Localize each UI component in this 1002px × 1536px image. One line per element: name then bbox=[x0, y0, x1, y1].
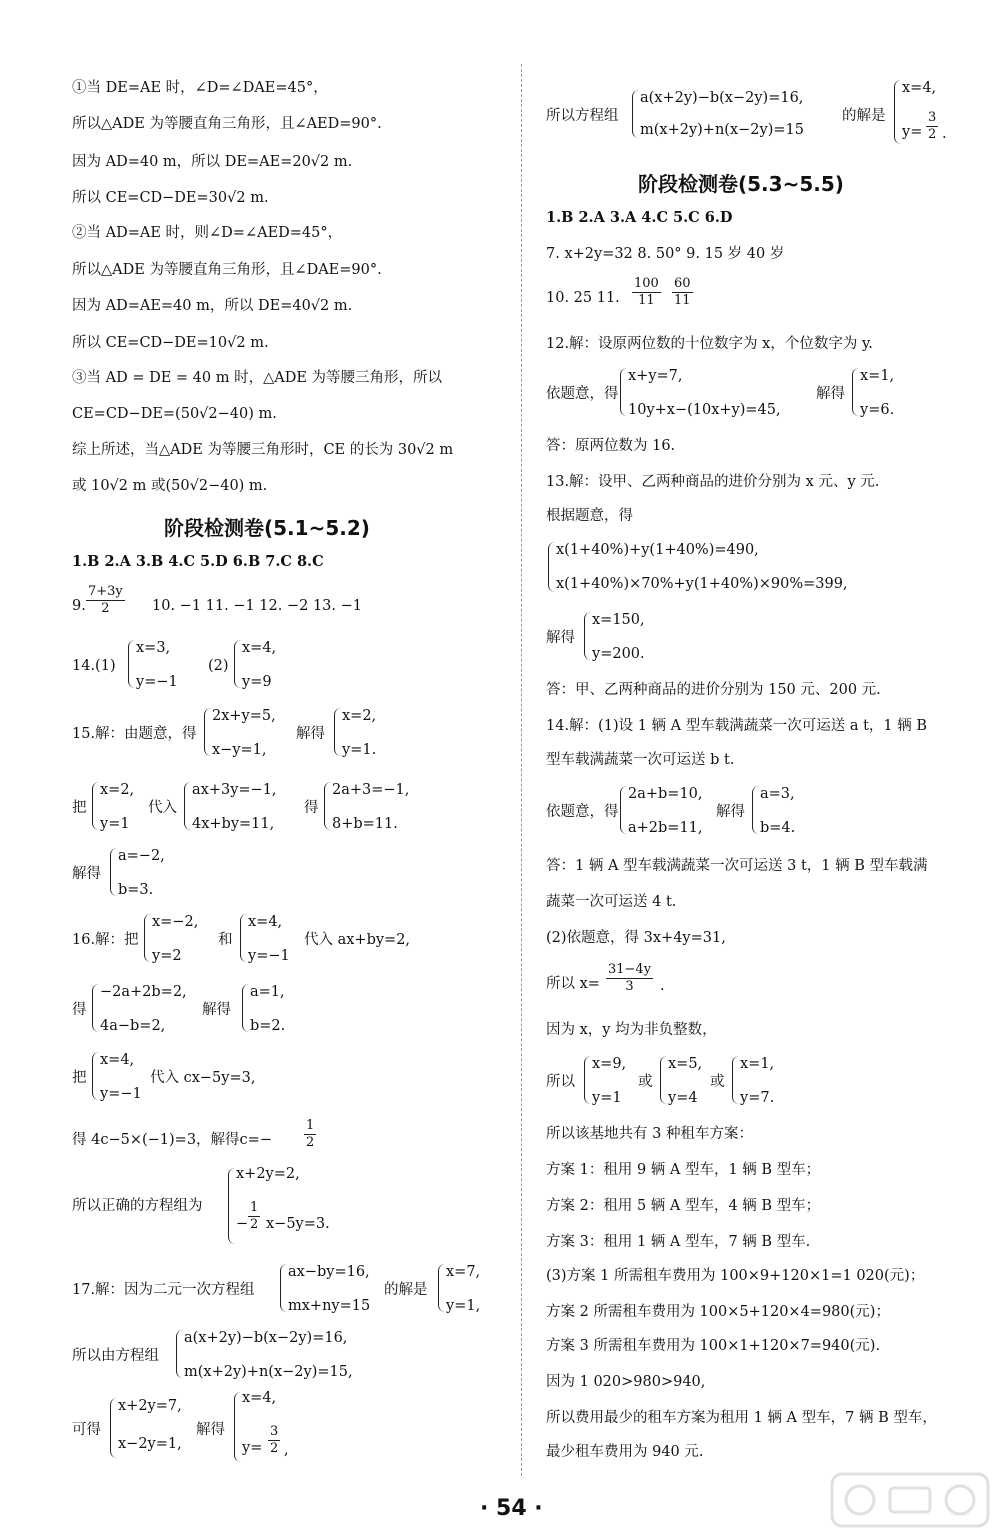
equation: . bbox=[942, 126, 947, 142]
brace bbox=[92, 782, 99, 830]
brace bbox=[92, 984, 99, 1032]
text-line: 方案 3 所需租车费用为 100×1+120×7=940(元). bbox=[546, 1338, 881, 1354]
text-line: 得 bbox=[72, 1002, 87, 1018]
equation: x=4, bbox=[902, 80, 937, 96]
answer-line: 1.B 2.A 3.B 4.C 5.D 6.B 7.C 8.C bbox=[72, 553, 324, 570]
equation: a=3, bbox=[760, 786, 795, 802]
brace bbox=[620, 786, 627, 834]
brace bbox=[92, 1052, 99, 1100]
equation: x−y=1, bbox=[212, 742, 267, 758]
text-line: 15.解：由题意，得 bbox=[72, 726, 197, 742]
text-line: 所以方程组 bbox=[546, 108, 619, 124]
brace bbox=[894, 80, 901, 144]
equation: y=6. bbox=[860, 402, 895, 418]
equation: y=7. bbox=[740, 1090, 775, 1106]
equation: y=9 bbox=[242, 674, 272, 690]
equation: y=1 bbox=[100, 816, 130, 832]
text-line: 所以 CE=CD−DE=30√2 m. bbox=[72, 190, 269, 206]
text-line: 方案 1：租用 9 辆 A 型车，1 辆 B 型车； bbox=[546, 1162, 821, 1178]
equation: mx+ny=15 bbox=[288, 1298, 371, 1314]
fraction: $\frac{31-4y}{3}$ bbox=[608, 962, 652, 994]
brace bbox=[234, 640, 241, 688]
text-line: 把 bbox=[72, 1070, 87, 1086]
text-line: (2)依题意，得 3x+4y=31, bbox=[546, 930, 726, 946]
brace bbox=[752, 786, 759, 834]
text-line: 所以该基地共有 3 种租车方案： bbox=[546, 1126, 753, 1142]
equation: x(1+40%)×70%+y(1+40%)×90%=399, bbox=[556, 576, 848, 592]
equation: 4x+by=11, bbox=[192, 816, 275, 832]
fraction: $\frac{7+3y}{2}$ bbox=[88, 584, 123, 616]
brace bbox=[632, 90, 639, 138]
equation: 2x+y=5, bbox=[212, 708, 276, 724]
brace bbox=[438, 1264, 445, 1312]
section-heading: 阶段检测卷(5.3~5.5) bbox=[638, 172, 844, 196]
equation: y=1, bbox=[446, 1298, 481, 1314]
fraction: $\frac{3}{2}$ bbox=[270, 1424, 279, 1456]
brace bbox=[240, 914, 247, 962]
equation: x=1, bbox=[860, 368, 895, 384]
fraction: $\frac{1}{2}$ bbox=[306, 1118, 315, 1150]
text-line: 所以由方程组 bbox=[72, 1348, 159, 1364]
text-line: 方案 2 所需租车费用为 100×5+120×4=980(元)； bbox=[546, 1304, 890, 1320]
equation: a(x+2y)−b(x−2y)=16, bbox=[184, 1330, 348, 1346]
text-line: 代入 bbox=[148, 800, 177, 816]
equation: x+2y=7, bbox=[118, 1398, 182, 1414]
text-line: 所以 CE=CD−DE=10√2 m. bbox=[72, 335, 269, 351]
text-line: 方案 3：租用 1 辆 A 型车，7 辆 B 型车. bbox=[546, 1234, 811, 1250]
text-line: 或 bbox=[638, 1074, 653, 1090]
equation: x=−2, bbox=[152, 914, 199, 930]
text-line: 解得 bbox=[716, 804, 745, 820]
equation: x=7, bbox=[446, 1264, 481, 1280]
text-line: (2) bbox=[208, 658, 229, 674]
equation: x=1, bbox=[740, 1056, 775, 1072]
text-line: 答：1 辆 A 型车载满蔬菜一次可运送 3 t，1 辆 B 型车载满 bbox=[546, 858, 928, 874]
text-line: ③当 AD = DE = 40 m 时，△ADE 为等腰三角形，所以 bbox=[72, 370, 443, 386]
equation: 2a+b=10, bbox=[628, 786, 703, 802]
equation: 2a+3=−1, bbox=[332, 782, 410, 798]
brace bbox=[334, 708, 341, 756]
equation: m(x+2y)+n(x−2y)=15, bbox=[184, 1364, 353, 1380]
equation: x=9, bbox=[592, 1056, 627, 1072]
text-line: 9. bbox=[72, 598, 86, 614]
brace bbox=[548, 542, 555, 592]
equation: ax+3y=−1, bbox=[192, 782, 277, 798]
brace bbox=[280, 1264, 287, 1312]
brace bbox=[144, 914, 151, 962]
equation: x=2, bbox=[342, 708, 377, 724]
text-line: ②当 AD=AE 时，则∠D=∠AED=45°， bbox=[72, 225, 343, 241]
text-line: 代入 ax+by=2, bbox=[304, 932, 411, 948]
equation: x=4, bbox=[100, 1052, 135, 1068]
equation: x=3, bbox=[136, 640, 171, 656]
text-line: 综上所述，当△ADE 为等腰三角形时，CE 的长为 30√2 m bbox=[72, 442, 454, 458]
equation: y=−1 bbox=[248, 948, 290, 964]
equation: , bbox=[284, 1442, 289, 1458]
answer-line: 10. 25 11. bbox=[546, 290, 620, 306]
text-line: 把 bbox=[72, 800, 87, 816]
text-line: 所以△ADE 为等腰直角三角形，且∠AED=90°. bbox=[72, 116, 382, 132]
equation: y=−1 bbox=[100, 1086, 142, 1102]
equation: a=1, bbox=[250, 984, 285, 1000]
equation: x(1+40%)+y(1+40%)=490, bbox=[556, 542, 759, 558]
equation: x=4, bbox=[242, 1390, 277, 1406]
text-line: 蔬菜一次可运送 4 t. bbox=[546, 894, 677, 910]
text-line: 10. −1 11. −1 12. −2 13. −1 bbox=[152, 598, 363, 614]
fraction: $\frac{3}{2}$ bbox=[928, 110, 937, 142]
brace bbox=[110, 848, 117, 896]
text-line: 型车载满蔬菜一次可运送 b t. bbox=[546, 752, 735, 768]
section-heading: 阶段检测卷(5.1~5.2) bbox=[164, 516, 370, 540]
brace bbox=[324, 782, 331, 830]
text-line: 14.解：(1)设 1 辆 A 型车载满蔬菜一次可运送 a t，1 辆 B bbox=[546, 718, 928, 734]
text-line: 或 10√2 m 或(50√2−40) m. bbox=[72, 478, 268, 494]
text-line: 14.(1) bbox=[72, 658, 116, 674]
equation: −2a+2b=2, bbox=[100, 984, 187, 1000]
text-line: 方案 2：租用 5 辆 A 型车，4 辆 B 型车； bbox=[546, 1198, 821, 1214]
text-line: (3)方案 1 所需租车费用为 100×9+120×1=1 020(元)； bbox=[546, 1268, 925, 1284]
equation: ax−by=16, bbox=[288, 1264, 370, 1280]
brace bbox=[204, 708, 211, 756]
equation: x−5y=3. bbox=[266, 1216, 330, 1232]
brace bbox=[184, 782, 191, 830]
watermark-logo bbox=[830, 1470, 990, 1530]
page-number: · 54 · bbox=[480, 1496, 543, 1521]
text-line: 17.解：因为二元一次方程组 bbox=[72, 1282, 255, 1298]
equation: b=4. bbox=[760, 820, 796, 836]
text-line: 或 bbox=[710, 1074, 725, 1090]
text-line: 因为 AD=40 m，所以 DE=AE=20√2 m. bbox=[72, 154, 353, 170]
text-line: 解得 bbox=[296, 726, 325, 742]
brace bbox=[128, 640, 135, 688]
text-line: . bbox=[660, 978, 665, 994]
text-line: 所以正确的方程组为 bbox=[72, 1198, 203, 1214]
text-line: 12.解：设原两位数的十位数字为 x，个位数字为 y. bbox=[546, 336, 873, 352]
equation: a=−2, bbox=[118, 848, 165, 864]
text-line: 所以 bbox=[546, 1074, 575, 1090]
equation: y=1 bbox=[592, 1090, 622, 1106]
equation: a+2b=11, bbox=[628, 820, 703, 836]
equation: x=4, bbox=[248, 914, 283, 930]
equation: x+y=7, bbox=[628, 368, 683, 384]
fraction: $\frac{100}{11}$ bbox=[634, 276, 659, 308]
equation: − bbox=[236, 1216, 249, 1232]
text-line: 解得 bbox=[72, 866, 101, 882]
brace bbox=[620, 368, 627, 416]
column-divider bbox=[521, 64, 522, 1476]
equation: x−2y=1, bbox=[118, 1436, 182, 1452]
text-line: 所以 x= bbox=[546, 976, 600, 992]
text-line: 依题意，得 bbox=[546, 804, 619, 820]
text-line: 解得 bbox=[196, 1422, 225, 1438]
brace bbox=[660, 1056, 667, 1104]
equation: y=2 bbox=[152, 948, 182, 964]
text-line: 代入 cx−5y=3, bbox=[150, 1070, 256, 1086]
text-line: 16.解：把 bbox=[72, 932, 139, 948]
answer-line: 1.B 2.A 3.A 4.C 5.C 6.D bbox=[546, 209, 733, 226]
text-line: 得 4c−5×(−1)=3，解得c=− bbox=[72, 1132, 272, 1148]
fraction: $\frac{1}{2}$ bbox=[250, 1200, 259, 1232]
brace bbox=[110, 1398, 117, 1458]
equation: y= bbox=[902, 124, 923, 140]
equation: b=3. bbox=[118, 882, 154, 898]
equation: b=2. bbox=[250, 1018, 286, 1034]
brace bbox=[584, 612, 591, 660]
equation: y=4 bbox=[668, 1090, 698, 1106]
brace bbox=[176, 1330, 183, 1378]
text-line: 解得 bbox=[202, 1002, 231, 1018]
answer-line: 7. x+2y=32 8. 50° 9. 15 岁 40 岁 bbox=[546, 246, 785, 262]
equation: y=1. bbox=[342, 742, 377, 758]
brace bbox=[732, 1056, 739, 1104]
text-line: 的解是 bbox=[384, 1282, 428, 1298]
text-line: 根据题意，得 bbox=[546, 508, 633, 524]
equation: x+2y=2, bbox=[236, 1166, 300, 1182]
text-line: 答：甲、乙两种商品的进价分别为 150 元、200 元. bbox=[546, 682, 881, 698]
text-line: 解得 bbox=[816, 386, 845, 402]
text-line: 最少租车费用为 940 元. bbox=[546, 1444, 704, 1460]
text-line: 可得 bbox=[72, 1422, 101, 1438]
brace bbox=[584, 1056, 591, 1104]
text-line: 得 bbox=[304, 800, 319, 816]
text-line: 所以△ADE 为等腰直角三角形，且∠DAE=90°. bbox=[72, 262, 382, 278]
equation: x=4, bbox=[242, 640, 277, 656]
brace bbox=[234, 1392, 241, 1462]
text-line: ①当 DE=AE 时，∠D=∠DAE=45°， bbox=[72, 80, 328, 96]
text-line: CE=CD−DE=(50√2−40) m. bbox=[72, 406, 277, 422]
text-line: 的解是 bbox=[842, 108, 886, 124]
brace bbox=[228, 1168, 235, 1244]
fraction: $\frac{60}{11}$ bbox=[674, 276, 691, 308]
text-line: 所以费用最少的租车方案为租用 1 辆 A 型车，7 辆 B 型车， bbox=[546, 1410, 937, 1426]
equation: m(x+2y)+n(x−2y)=15 bbox=[640, 122, 804, 138]
equation: x=2, bbox=[100, 782, 135, 798]
equation: y=200. bbox=[592, 646, 645, 662]
text-line: 和 bbox=[218, 932, 233, 948]
equation: a(x+2y)−b(x−2y)=16, bbox=[640, 90, 804, 106]
equation: 8+b=11. bbox=[332, 816, 398, 832]
equation: 4a−b=2, bbox=[100, 1018, 166, 1034]
equation: 10y+x−(10x+y)=45, bbox=[628, 402, 781, 418]
equation: x=150, bbox=[592, 612, 645, 628]
text-line: 因为 x，y 均为非负整数， bbox=[546, 1022, 717, 1038]
text-line: 依题意，得 bbox=[546, 386, 619, 402]
text-line: 13.解：设甲、乙两种商品的进价分别为 x 元、y 元. bbox=[546, 474, 880, 490]
equation: x=5, bbox=[668, 1056, 703, 1072]
equation: y= bbox=[242, 1440, 263, 1456]
text-line: 答：原两位数为 16. bbox=[546, 438, 676, 454]
text-line: 因为 AD=AE=40 m，所以 DE=40√2 m. bbox=[72, 298, 353, 314]
brace bbox=[852, 368, 859, 416]
equation: y=−1 bbox=[136, 674, 178, 690]
text-line: 解得 bbox=[546, 630, 575, 646]
text-line: 因为 1 020>980>940, bbox=[546, 1374, 706, 1390]
brace bbox=[242, 984, 249, 1032]
